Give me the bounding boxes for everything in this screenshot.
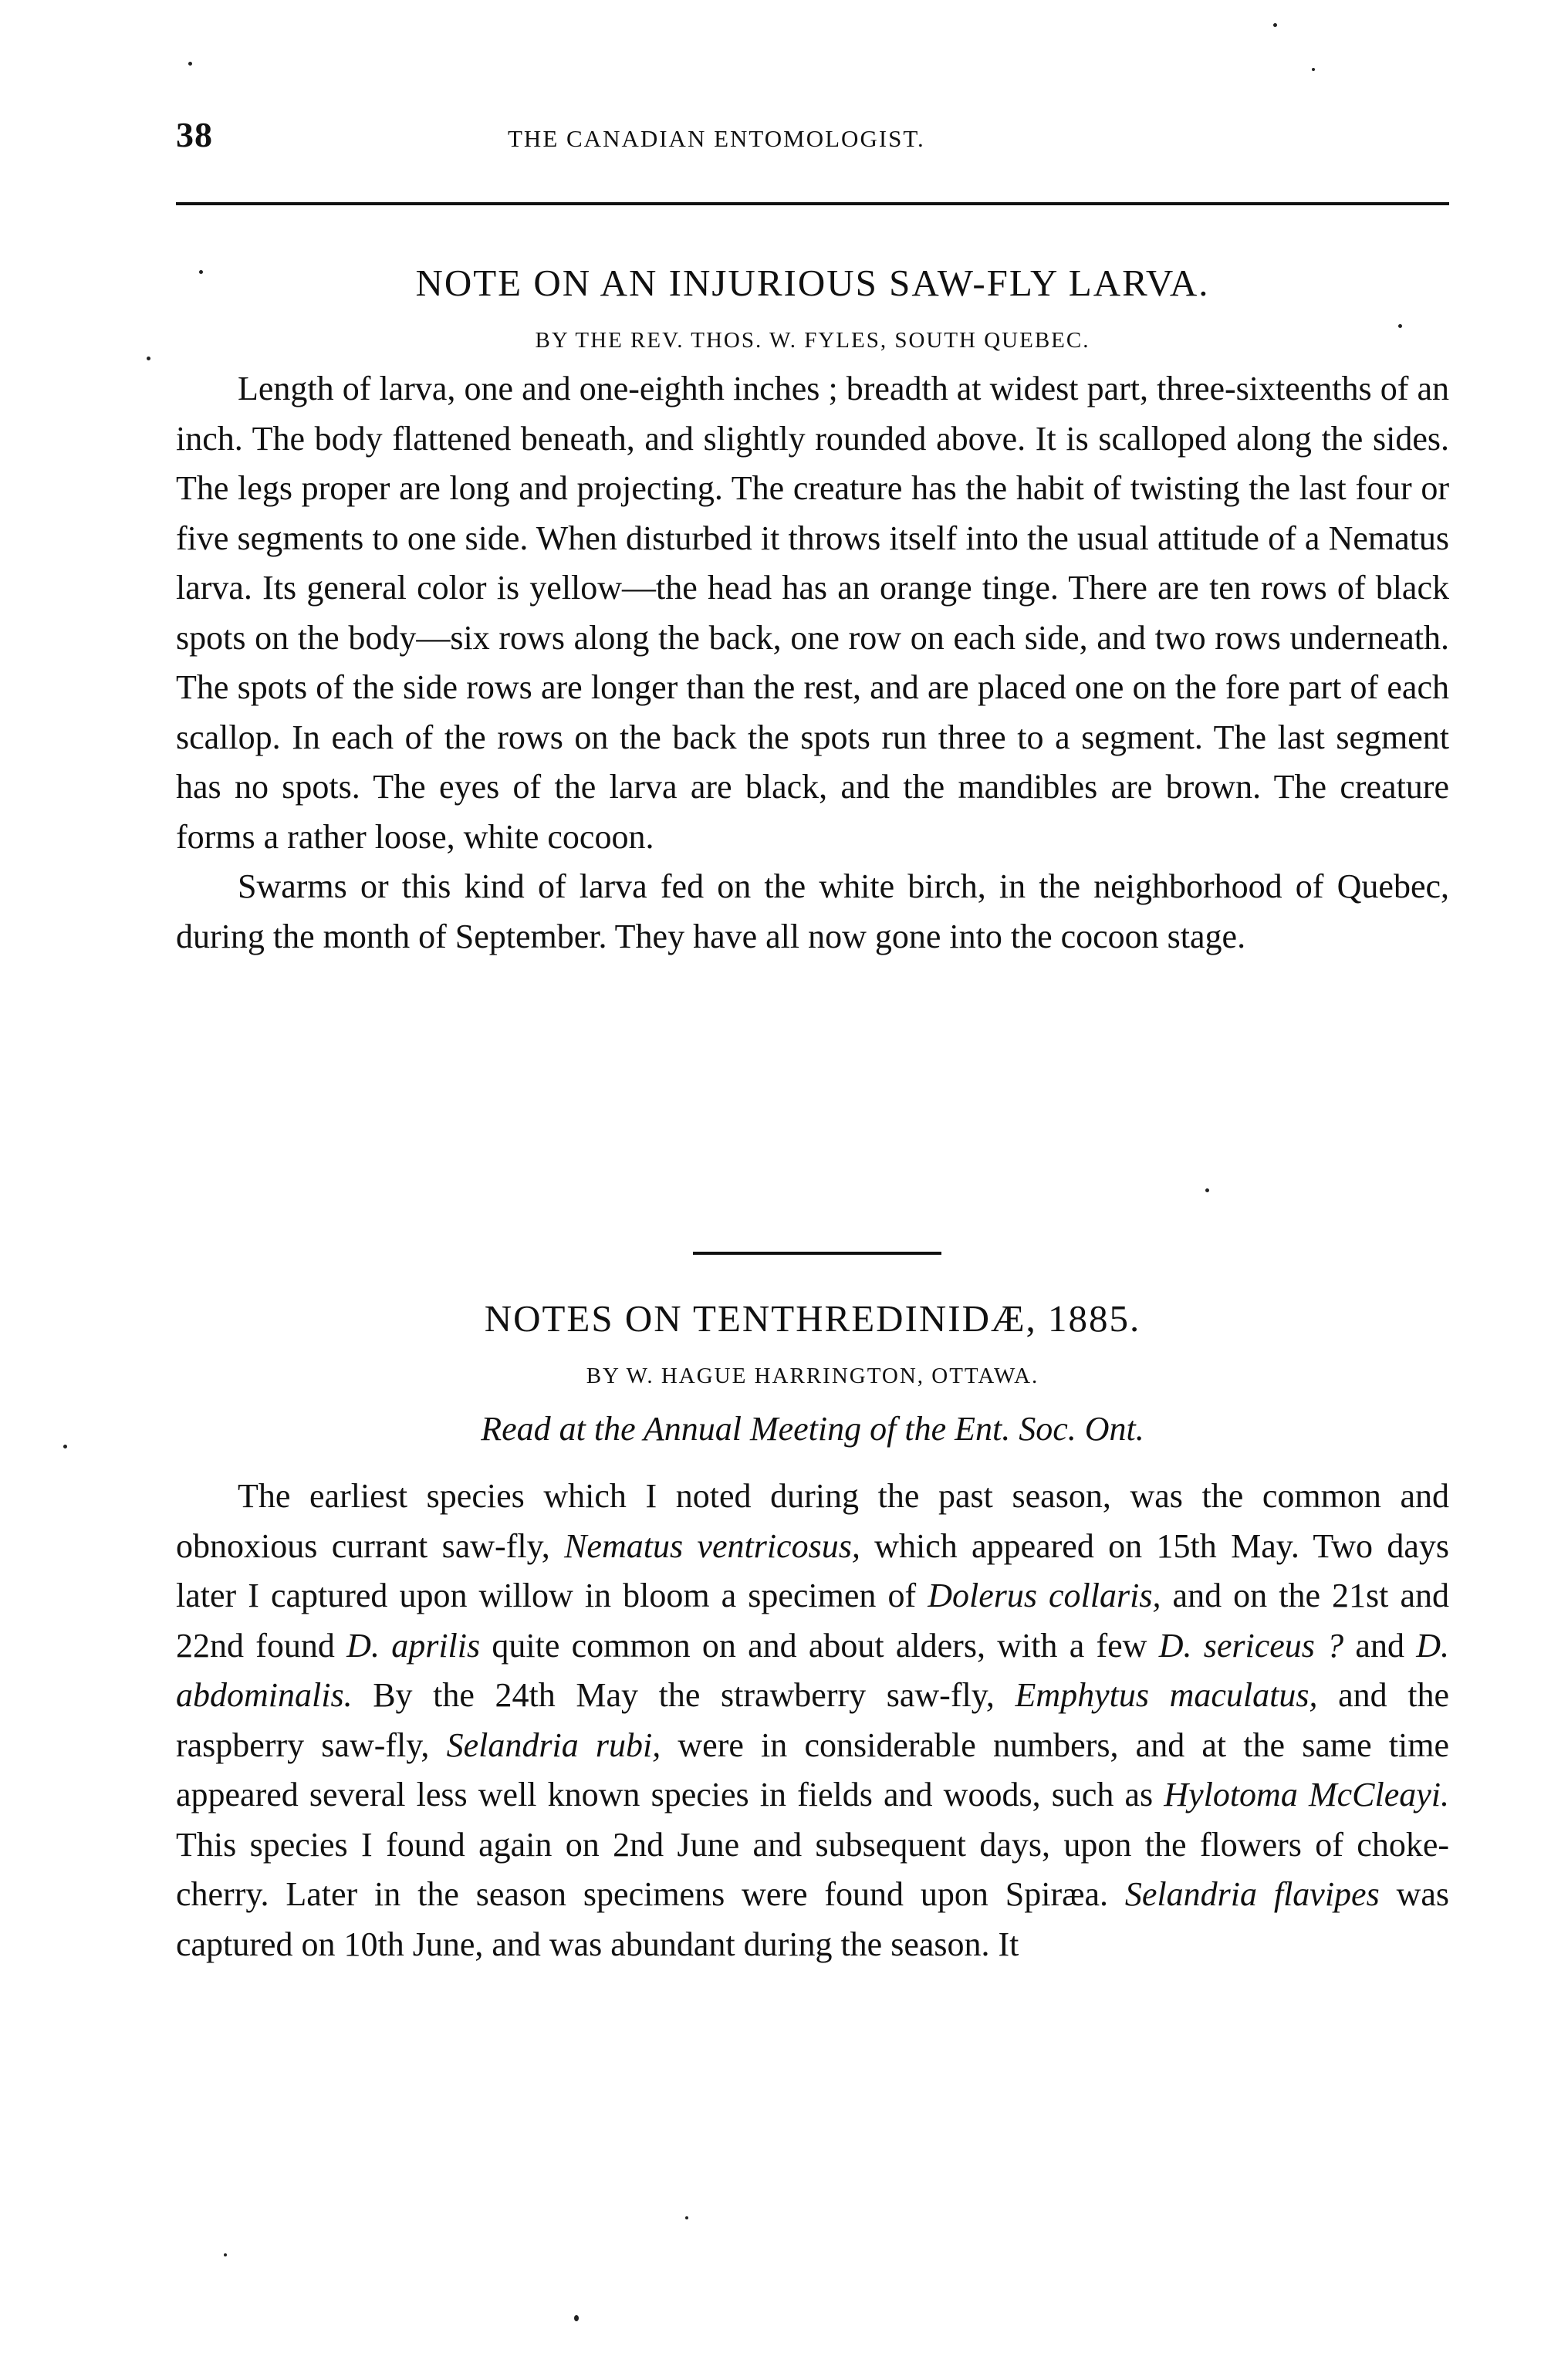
text-run: which appeared on 15th May. Two days later I captured upon willow in bloom a specimen of bbox=[176, 1526, 1449, 1614]
scan-speck bbox=[1312, 68, 1315, 71]
article-saw-fly-larva bbox=[176, 261, 1449, 962]
scan-speck bbox=[685, 2216, 688, 2219]
text-run: and on the 21st and 22nd found bbox=[176, 1577, 1449, 1665]
species-name: Dolerus collaris, bbox=[928, 1577, 1161, 1614]
scan-speck bbox=[188, 62, 192, 66]
article-byline: BY W. HAGUE HARRINGTON, OTTAWA. bbox=[586, 1364, 1039, 1388]
page-number: 38 bbox=[176, 115, 213, 154]
species-name: D. aprilis bbox=[346, 1626, 481, 1665]
scan-speck bbox=[1398, 324, 1402, 328]
read-at-note: Read at the Annual Meeting of the Ent. Soc. Ont. bbox=[481, 1410, 1144, 1448]
species-name: Selandria flavipes bbox=[1124, 1875, 1380, 1913]
running-head bbox=[176, 114, 1449, 161]
text-run: The earliest species which I noted during the past season, was the common and obnoxious currant saw-fly, bbox=[176, 1477, 1449, 1565]
species-name: D. sericeus ? bbox=[1158, 1626, 1344, 1665]
species-name: D. abdominalis. bbox=[176, 1626, 1449, 1714]
scan-speck bbox=[574, 2315, 579, 2321]
body-paragraph bbox=[176, 1472, 1449, 1969]
text-run: and the raspberry saw-fly, bbox=[176, 1676, 1449, 1764]
body-paragraph: Length of larva, one and one-eighth inches ; breadth at widest part, three-sixteenths of an inch. The body flattened beneath, and slightly rounded above. It is scalloped along the sides. The legs proper are long and projecting. The creature has the habit of twisting the last four or five segments to one side. When disturbed it throws itself into the usual attitude of a Nematus larva. Its general color is yellow—the head has an orange tinge. There are ten rows of black spots on the body—six rows along the back, one row on each side, and two rows underneath. The spots of the side rows are longer than the rest, and are placed one on the fore part of each scallop. In each of the rows on the back the spots run three to a segment. The last segment has no spots. The eyes of the larva are black, and the mandibles are brown. The creature forms a rather loose, white cocoon. bbox=[176, 370, 1449, 856]
article-byline: BY THE REV. THOS. W. FYLES, SOUTH QUEBEC. bbox=[535, 328, 1090, 353]
article-body bbox=[176, 1472, 1449, 1969]
text-run: This species I found again on 2nd June and subsequent days, upon the flowers of choke-cherry. Later in the season specimens were found upon Spiræa. bbox=[176, 1825, 1449, 1913]
species-name: Hylotoma McCleayi. bbox=[1164, 1776, 1449, 1813]
text-run: and bbox=[1343, 1626, 1417, 1665]
text-run: quite common on and about alders, with a few bbox=[480, 1626, 1159, 1665]
body-paragraph: Swarms or this kind of larva fed on the white birch, in the neighborhood of Quebec, during the month of September. They have all now gone into the cocoon stage. bbox=[176, 867, 1449, 955]
article-body bbox=[176, 364, 1449, 962]
species-name: Nematus ventricosus, bbox=[564, 1526, 860, 1565]
section-divider bbox=[693, 1252, 941, 1255]
species-name: Selandria rubi, bbox=[446, 1726, 661, 1764]
scan-speck bbox=[63, 1445, 67, 1448]
scan-speck bbox=[147, 357, 150, 360]
scan-speck bbox=[199, 270, 203, 274]
species-name: Emphytus maculatus, bbox=[1015, 1676, 1318, 1714]
scan-speck bbox=[1273, 23, 1277, 27]
journal-title: THE CANADIAN ENTOMOLOGIST. bbox=[508, 125, 925, 152]
text-run: By the 24th May the strawberry saw-fly, bbox=[352, 1676, 1015, 1714]
scan-speck bbox=[1205, 1188, 1209, 1192]
article-title: NOTE ON AN INJURIOUS SAW-FLY LARVA. bbox=[415, 262, 1210, 304]
text-run: was captured on 10th June, and was abundant during the season. It bbox=[176, 1875, 1449, 1963]
article-tenthredinidae bbox=[176, 1296, 1449, 1969]
header-rule bbox=[176, 202, 1449, 205]
article-title: NOTES ON TENTHREDINIDÆ, 1885. bbox=[484, 1297, 1141, 1340]
scan-speck bbox=[224, 2253, 227, 2256]
text-run: were in considerable numbers, and at the same time appeared several less well known species in fields and woods, such as bbox=[176, 1726, 1449, 1813]
